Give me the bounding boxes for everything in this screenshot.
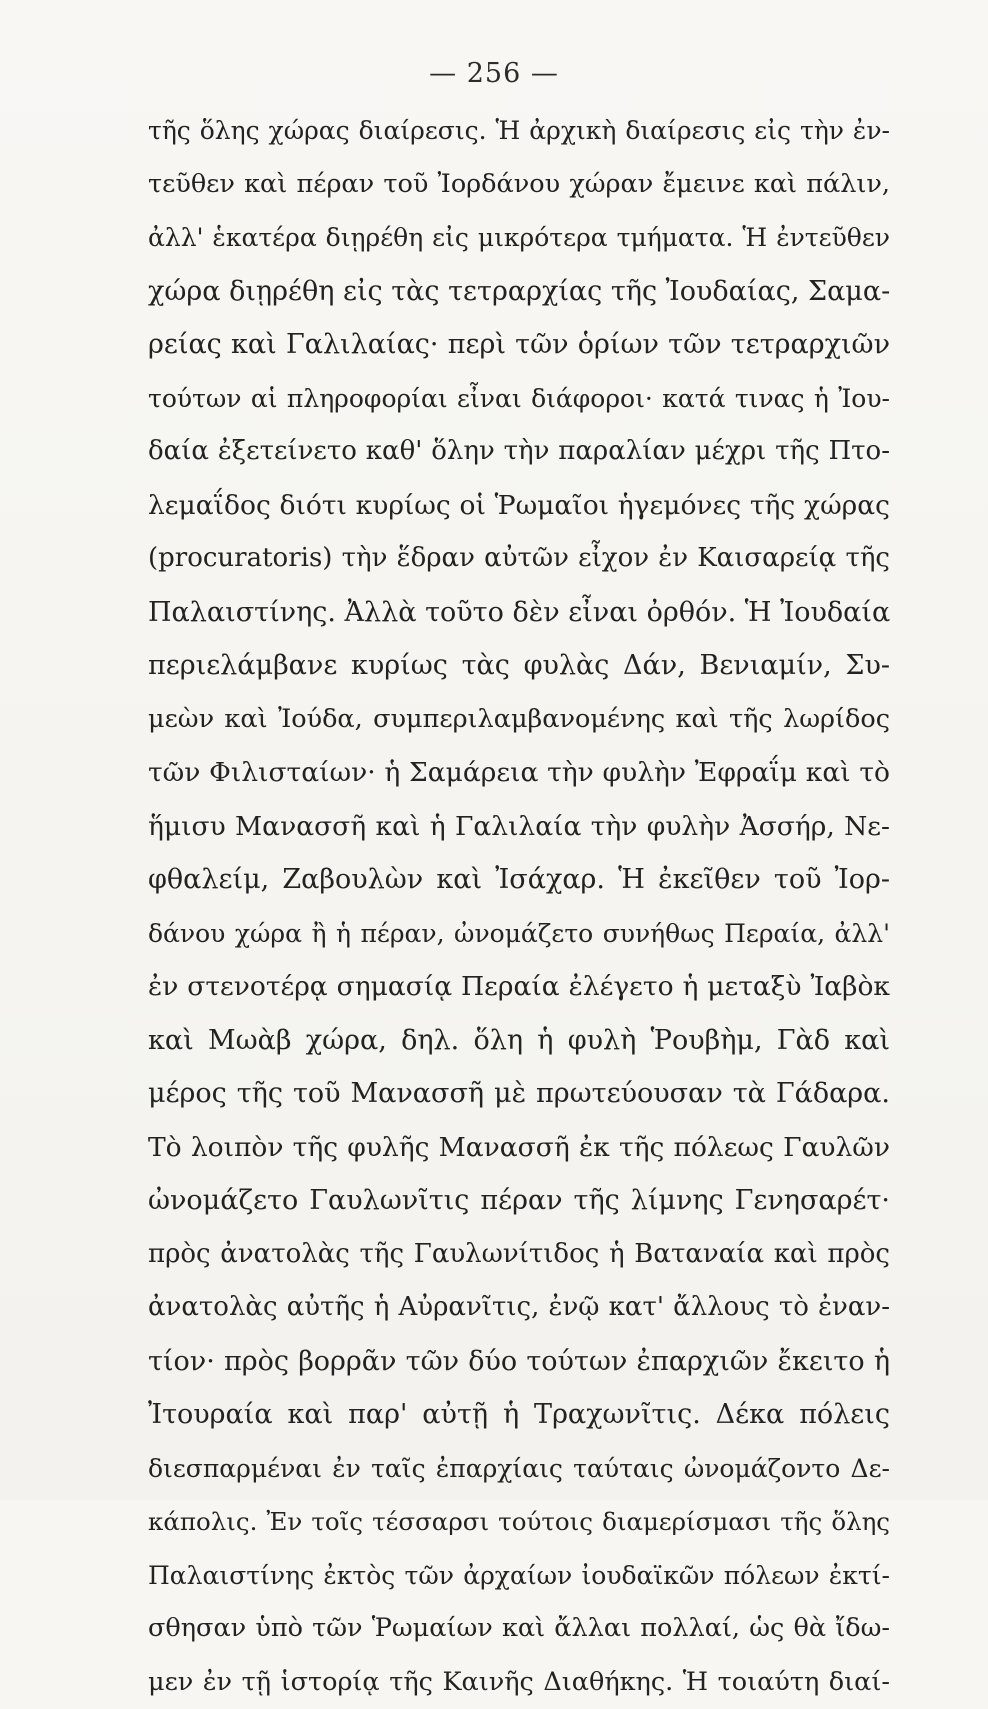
text-line: μεν ἐν τῇ ἱστορίᾳ τῆς Καινῆς Διαθήκης. Ἡ τοιαύτη διαί- [148, 1656, 890, 1709]
text-line: τεῦθεν καὶ πέραν τοῦ Ἰορδάνου χώραν ἔμεινε καὶ πάλιν, [148, 158, 890, 212]
text-line: πρὸς ἀνατολὰς τῆς Γαυλωνίτιδος ἡ Βαταναία καὶ πρὸς [148, 1228, 890, 1282]
text-line: (procuratoris) τὴν ἕδραν αὐτῶν εἶχον ἐν Καισαρείᾳ τῆς [148, 532, 890, 586]
text-line: ἥμισυ Μανασσῆ καὶ ἡ Γαλιλαία τὴν φυλὴν Ἀσσήρ, Νε- [148, 800, 890, 854]
text-line: φθαλείμ, Ζαβουλὼν καὶ Ἰσάχαρ. Ἡ ἐκεῖθεν τοῦ Ἰορ- [148, 853, 890, 907]
text-line: λεμαΐδος διότι κυρίως οἱ Ῥωμαῖοι ἡγεμόνες τῆς χώρας [148, 479, 890, 533]
text-line: δάνου χώρα ἢ ἡ πέραν, ὠνομάζετο συνήθως Περαία, ἀλλ' [148, 907, 890, 961]
text-line: ρείας καὶ Γαλιλαίας· περὶ τῶν ὁρίων τῶν τετραρχιῶν [148, 318, 890, 372]
text-line: τῶν Φιλισταίων· ἡ Σαμάρεια τὴν φυλὴν Ἐφραΐμ καὶ τὸ [148, 746, 890, 800]
text-line: τούτων αἱ πληροφορίαι εἶναι διάφοροι· κατά τινας ἡ Ἰου- [148, 372, 890, 426]
text-line: σθησαν ὑπὸ τῶν Ῥωμαίων καὶ ἄλλαι πολλαί, ὡς θὰ ἴδω- [148, 1602, 890, 1656]
body-text [148, 104, 890, 1709]
text-line: Ἰτουραία καὶ παρ' αὐτῇ ἡ Τραχωνῖτις. Δέκα πόλεις [148, 1388, 890, 1442]
text-line: Παλαιστίνης. Ἀλλὰ τοῦτο δὲν εἶναι ὀρθόν. Ἡ Ἰουδαία [148, 586, 890, 640]
text-line: τῆς ὅλης χώρας διαίρεσις. Ἡ ἀρχικὴ διαίρεσις εἰς τὴν ἐν- [148, 104, 890, 158]
text-line: καὶ Μωὰβ χώρα, δηλ. ὅλη ἡ φυλὴ Ῥουβὴμ, Γὰδ καὶ [148, 1014, 890, 1068]
text-line: χώρα διῃρέθη εἰς τὰς τετραρχίας τῆς Ἰουδαίας, Σαμα- [148, 265, 890, 319]
page-number: — 256 — [0, 58, 988, 89]
text-line: ὠνομάζετο Γαυλωνῖτις πέραν τῆς λίμνης Γενησαρέτ· [148, 1174, 890, 1228]
text-line: δαία ἐξετείνετο καθ' ὅλην τὴν παραλίαν μέχρι τῆς Πτο- [148, 425, 890, 479]
text-line: κάπολις. Ἐν τοῖς τέσσαρσι τούτοις διαμερίσμασι τῆς ὅλης [148, 1495, 890, 1549]
text-line: Τὸ λοιπὸν τῆς φυλῆς Μανασσῆ ἐκ τῆς πόλεως Γαυλῶν [148, 1121, 890, 1175]
text-line: μεὼν καὶ Ἰούδα, συμπεριλαμβανομένης καὶ τῆς λωρίδος [148, 693, 890, 747]
text-line: τίον· πρὸς βορρᾶν τῶν δύο τούτων ἐπαρχιῶν ἔκειτο ἡ [148, 1335, 890, 1389]
text-line: μέρος τῆς τοῦ Μανασσῆ μὲ πρωτεύουσαν τὰ Γάδαρα. [148, 1067, 890, 1121]
text-line: ἐν στενοτέρᾳ σημασίᾳ Περαία ἐλέγετο ἡ μεταξὺ Ἰαβὸκ [148, 960, 890, 1014]
text-line: ἀνατολὰς αὐτῆς ἡ Αὐρανῖτις, ἐνῷ κατ' ἄλλους τὸ ἐναν- [148, 1281, 890, 1335]
text-line: διεσπαρμέναι ἐν ταῖς ἐπαρχίαις ταύταις ὠνομάζοντο Δε- [148, 1442, 890, 1496]
text-line: ἀλλ' ἑκατέρα διῃρέθη εἰς μικρότερα τμήματα. Ἡ ἐντεῦθεν [148, 211, 890, 265]
text-line: περιελάμβανε κυρίως τὰς φυλὰς Δάν, Βενιαμίν, Συ- [148, 639, 890, 693]
text-line: Παλαιστίνης ἐκτὸς τῶν ἀρχαίων ἰουδαϊκῶν πόλεων ἐκτί- [148, 1549, 890, 1603]
